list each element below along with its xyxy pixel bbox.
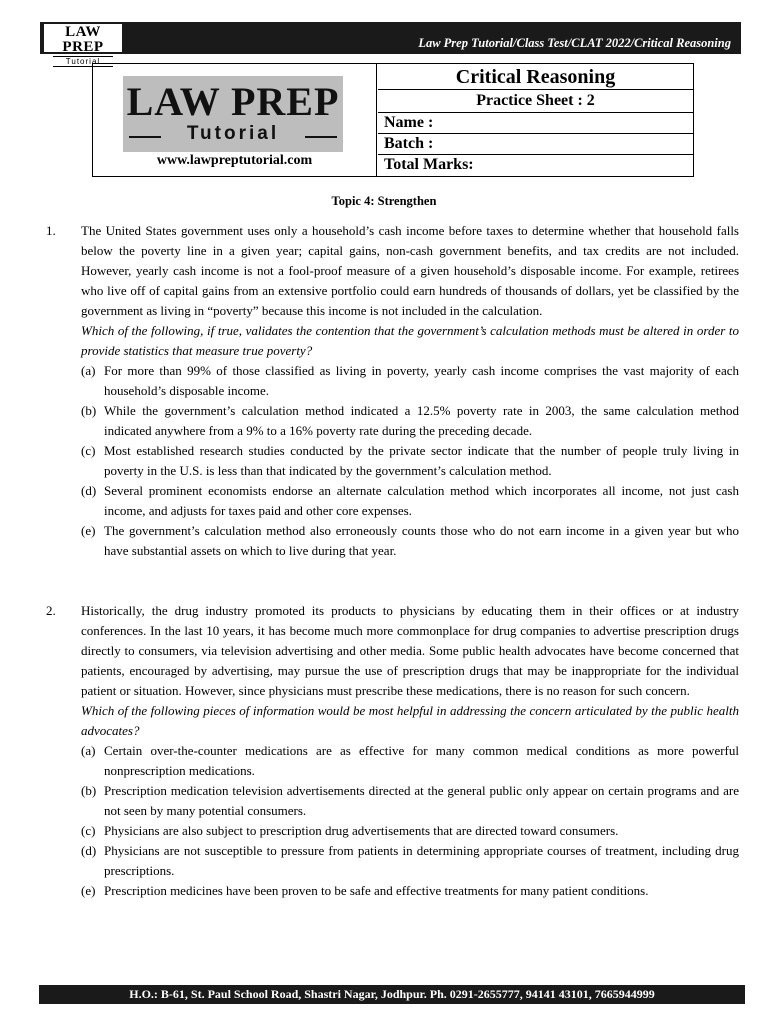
top-bar: [40, 22, 741, 66]
option-label: (e): [81, 523, 96, 538]
question-stem: Which of the following, if true, validates the contention that the government’s calculation methods must be altered in order to provide statistics that measure true poverty?: [81, 323, 739, 358]
option-a: [81, 361, 739, 401]
question-passage: Historically, the drug industry promoted its products to physicians by educating them in their offices or at industry conferences. In the last 10 years, it has become much more commonplace for drug companies to advertise prescription drugs directly to consumers, via television advertising and other media. Some public health advocates have become concerned that patients, encouraged by advertising, may pursue the use of prescription drugs that may be inappropriate for the individual patient or situation. However, since physicians must prescribe these medications, there is no reason for such concern.: [81, 603, 739, 698]
option-c: [81, 821, 739, 841]
option-label: (b): [81, 403, 97, 418]
option-text: Prescription medication television advertisements directed at the general public only appear on certain programs and are not seen by many potential consumers.: [104, 783, 739, 818]
sheet-header: [92, 63, 694, 177]
website-url: www.lawpreptutorial.com: [156, 153, 313, 168]
option-text: Physicians are not susceptible to pressure from patients in determining appropriate courses of treatment, including drug prescriptions.: [104, 843, 739, 878]
option-label: (a): [81, 363, 96, 378]
question-number: 2.: [46, 603, 56, 618]
topic-heading: Topic 4: Strengthen: [331, 194, 437, 208]
option-b: [81, 401, 739, 441]
option-d: [81, 481, 739, 521]
question-passage: The United States government uses only a household’s cash income before taxes to determine whether that household falls below the poverty line in a given year; capital gains, non-cash government benefits, and tax credits are not included. However, yearly cash income is not a fool-proof measure of a given household’s disposable income. For example, retirees who live off of capital gains from an extensive portfolio could earn hundreds of thousands of dollars, yet be classified by the government as living in “poverty” because this income is not included in the calculation.: [81, 223, 739, 318]
option-text: While the government’s calculation method indicated a 12.5% poverty rate in 2003, the same calculation method indicated anywhere from a 9% to a 16% poverty rate during the preceding decade.: [104, 403, 739, 438]
sheet-number: Practice Sheet : 2: [378, 90, 693, 113]
question-1: [46, 221, 739, 561]
option-label: (a): [81, 743, 96, 758]
info-cell: [378, 64, 693, 176]
option-d: [81, 841, 739, 881]
logo-rule-right: [305, 136, 337, 138]
option-text: Physicians are also subject to prescription drug advertisements that are directed toward consumers.: [104, 823, 619, 838]
main-logo-subtitle: Tutorial: [186, 123, 280, 144]
main-logo: [123, 76, 343, 152]
brand-logo-line2: Tutorial: [53, 56, 113, 67]
option-text: For more than 99% of those classified as living in poverty, yearly cash income comprises the vast majority of each household’s disposable income.: [104, 363, 739, 398]
brand-logo: [44, 24, 122, 66]
option-text: Prescription medicines have been proven to be safe and effective treatments for many patient conditions.: [104, 883, 649, 898]
footer-address: H.O.: B-61, St. Paul School Road, Shastri Nagar, Jodhpur. Ph. 0291-2655777, 94141 43101, 7665944999: [39, 985, 745, 1004]
option-a: [81, 741, 739, 781]
question-stem: Which of the following pieces of information would be most helpful in addressing the concern articulated by the public health advocates?: [81, 703, 739, 738]
question-2: [46, 601, 739, 901]
option-label: (c): [81, 443, 96, 458]
option-label: (b): [81, 783, 97, 798]
total-marks-field: Total Marks:: [384, 156, 474, 173]
option-b: [81, 781, 739, 821]
sheet-title: Critical Reasoning: [378, 64, 693, 90]
option-text: The government’s calculation method also erroneously counts those who do not earn income in a given year but who have substantial assets on which to live during that year.: [104, 523, 739, 558]
option-c: [81, 441, 739, 481]
main-logo-title: LAW PREP: [126, 79, 340, 124]
option-e: [81, 521, 739, 561]
option-label: (e): [81, 883, 96, 898]
breadcrumb: Law Prep Tutorial/Class Test/CLAT 2022/Critical Reasoning: [418, 36, 731, 50]
logo-cell: [93, 64, 377, 176]
name-field: Name :: [378, 113, 693, 134]
option-text: Several prominent economists endorse an alternate calculation method which incorporates all income, not just cash income, and adjusts for taxes paid and other core expenses.: [104, 483, 739, 518]
option-text: Most established research studies conducted by the private sector indicate that the number of people truly living in poverty in the U.S. is less than that indicated by the government’s calculation method.: [104, 443, 739, 478]
option-label: (d): [81, 483, 97, 498]
option-e: [81, 881, 739, 901]
brand-logo-line1: LAW PREP: [62, 24, 104, 55]
option-label: (c): [81, 823, 96, 838]
option-text: Certain over-the-counter medications are as effective for many common medical conditions as more powerful nonprescription medications.: [104, 743, 739, 778]
question-number: 1.: [46, 223, 56, 238]
batch-field: Batch :: [378, 134, 693, 155]
option-label: (d): [81, 843, 97, 858]
